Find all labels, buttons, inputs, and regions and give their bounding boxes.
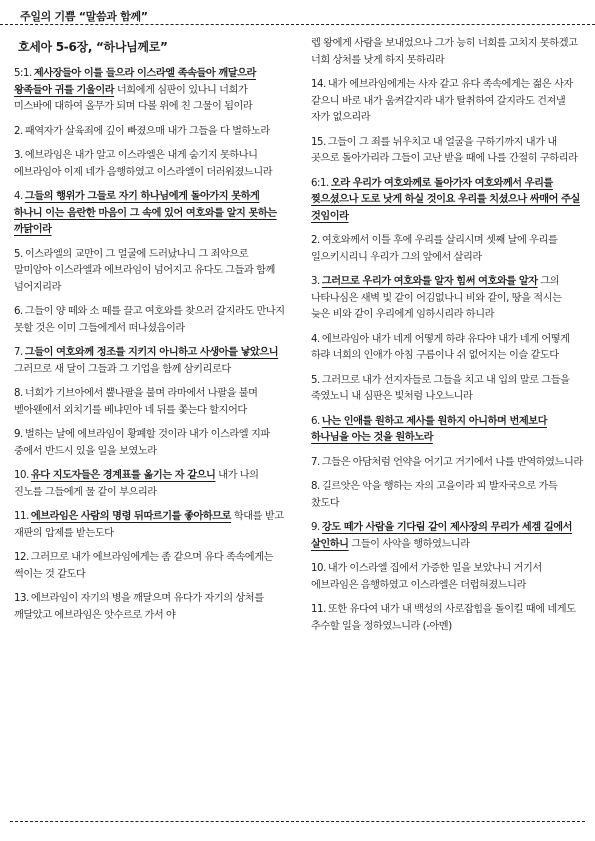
verse-item bbox=[311, 373, 583, 406]
verse-item bbox=[14, 509, 286, 542]
verse-number: 5:1. bbox=[14, 68, 32, 79]
verse-number: 12. bbox=[14, 552, 29, 563]
verse-number: 4. bbox=[14, 191, 23, 202]
verse-number: 15. bbox=[311, 136, 326, 148]
verse-number: 5. bbox=[14, 248, 23, 260]
verse-item bbox=[311, 414, 583, 447]
verse-emphasis-text: 유다 지도자들은 경계표를 옮기는 자 같으니 bbox=[30, 470, 216, 481]
verse-text: 렙 왕에게 사람을 보내었으나 그가 능히 너희를 고치지 못하겠고 너희 상처를 낫게 하지 못하리라 bbox=[311, 38, 578, 66]
verse-emphasis-text: 그들의 행위가 그들로 자기 하나님에게 돌아가지 못하게 하나니 이는 음란한 마음이 그 속에 있어 여호와를 알지 못하는 까닭이라 bbox=[14, 191, 277, 235]
verse-number: 7. bbox=[14, 347, 23, 358]
verse-number: 11. bbox=[14, 511, 29, 522]
verse-number: 2. bbox=[14, 125, 23, 137]
verse-number: 2. bbox=[311, 235, 320, 246]
verse-item bbox=[311, 561, 583, 594]
verse-item bbox=[14, 304, 286, 337]
verse-item bbox=[311, 36, 583, 69]
verse-emphasis-text: 제사장들아 이를 들으라 이스라엘 족속들아 깨달으라 왕족들아 귀를 기울이라 bbox=[14, 68, 256, 96]
verse-text: 그들이 양 떼와 소 떼를 끌고 여호와를 찾으러 갈지라도 만나지 못할 것은 이미 그들에게서 떠나셨음이라 bbox=[14, 306, 285, 334]
top-dashed-divider bbox=[0, 24, 595, 25]
verse-number: 8. bbox=[311, 481, 320, 492]
verse-number: 3. bbox=[311, 276, 320, 287]
verse-item bbox=[311, 176, 583, 226]
content-columns bbox=[14, 36, 581, 816]
verse-item bbox=[311, 233, 583, 266]
verse-number: 11. bbox=[311, 604, 326, 615]
verse-text: 이스라엘의 교만이 그 얼굴에 드러났나니 그 죄악으로 말미암아 이스라엘과 에브라임이 넘어지고 유다도 그들과 함께 넘어지리라 bbox=[14, 248, 275, 293]
verse-text: 에브라임은 내가 알고 이스라엘은 내게 숨기지 못하나니 에브라임아 이제 네가 음행하였고 이스라엘이 더러워졌느니라 bbox=[14, 150, 273, 178]
verse-number: 3. bbox=[14, 150, 23, 161]
verse-text: 그들은 아담처럼 언약을 어기고 거기에서 나를 반역하였느니라 bbox=[321, 456, 583, 468]
verse-number: 8. bbox=[14, 388, 23, 399]
verse-item bbox=[311, 479, 583, 512]
verse-item bbox=[14, 386, 286, 419]
verse-text: 내가 에브라임에게는 사자 같고 유다 족속에게는 젊은 사자 같으니 바로 내가 움켜갈지라 내가 탈취하여 갈지라도 건져낼 자가 없으리라 bbox=[311, 79, 573, 123]
verse-number: 9. bbox=[14, 429, 23, 440]
verse-emphasis-text: 나는 인애를 원하고 제사를 원하지 아니하며 번제보다 하나님을 아는 것을 원하노라 bbox=[311, 415, 548, 443]
verse-item bbox=[14, 427, 286, 460]
verse-item bbox=[14, 345, 286, 378]
verse-text: 너희가 기브아에서 뿔나팔을 불며 라마에서 나팔을 불며 벧아웬에서 외치기를 베냐민아 네 뒤를 쫓는다 할지어다 bbox=[14, 388, 258, 416]
bottom-dashed-divider bbox=[10, 821, 585, 822]
verse-emphasis-text: 오라 우리가 여호와께로 돌아가자 여호와께서 우리를 찢으셨으나 도로 낫게 하실 것이요 우리를 치셨으나 싸매어 주실 것임이라 bbox=[311, 177, 580, 222]
verse-emphasis-text: 에브라임은 사람의 명령 뒤따르기를 좋아하므로 bbox=[30, 511, 232, 522]
chapter-heading: 호세아 5-6장, “하나님께로” bbox=[18, 40, 168, 54]
verse-text: 패역자가 살육죄에 깊이 빠졌으매 내가 그들을 다 벌하노라 bbox=[24, 125, 270, 137]
left-column bbox=[14, 36, 286, 632]
verse-emphasis-text: 그들이 여호와께 정조를 지키지 아니하고 사생아를 낳았으니 bbox=[24, 347, 279, 358]
verse-text: 에브라임아 내가 네게 어떻게 하랴 유다야 내가 네게 어떻게 하랴 너희의 인애가 아침 구름이나 쉬 없어지는 이슬 같도다 bbox=[311, 333, 570, 361]
verse-number: 10. bbox=[14, 470, 29, 481]
verse-emphasis-text: 강도 떼가 사람을 기다림 같이 제사장의 무리가 세겜 길에서 살인하니 bbox=[311, 522, 572, 550]
verse-item bbox=[311, 332, 583, 365]
verse-text: 길르앗은 악을 행하는 자의 고을이라 피 발자국으로 가득 찼도다 bbox=[311, 481, 558, 509]
verse-number: 9. bbox=[311, 522, 320, 533]
verse-number: 5. bbox=[311, 374, 320, 386]
verse-text: 그들이 그 죄를 뉘우치고 내 얼굴을 구하기까지 내가 내 곳으로 돌아가리라 그들이 고난 받을 때에 나를 간절히 구하리라 bbox=[311, 136, 578, 164]
verse-text: 여호와께서 이틀 후에 우리를 살리시며 셋째 날에 우리를 일으키시리니 우리가 그의 앞에서 살리라 bbox=[311, 235, 558, 263]
verse-item bbox=[14, 189, 286, 239]
verse-item bbox=[14, 247, 286, 297]
verse-number: 10. bbox=[311, 563, 326, 574]
verse-item bbox=[311, 77, 583, 127]
page-title: 주일의 기쁨 “말씀과 함께” bbox=[20, 10, 148, 23]
verse-text: 그러므로 내가 선지자들로 그들을 치고 내 입의 말로 그들을 죽였노니 내 심판은 빛처럼 나오느니라 bbox=[311, 374, 570, 402]
verse-item bbox=[311, 520, 583, 553]
verse-item bbox=[14, 124, 286, 141]
verse-text: 너희에게 심판이 있나니 너희가 미스바에 대하여 올무가 되며 다볼 위에 친 그물이 됨이라 bbox=[14, 84, 253, 112]
verse-item bbox=[14, 468, 286, 501]
verse-number: 13. bbox=[14, 593, 29, 604]
verse-text: 그의 나타나심은 새벽 빛 같이 어김없나니 비와 같이, 땅을 적시는 늦은 비와 같이 우리에게 임하시리라 하니라 bbox=[311, 276, 562, 320]
verse-item bbox=[14, 66, 286, 116]
verse-item bbox=[311, 455, 583, 472]
left-verse-list bbox=[14, 66, 286, 624]
verse-text: 에브라임이 자기의 병을 깨달으며 유다가 자기의 상처를 깨달았고 에브라임은 앗수르로 가서 야 bbox=[14, 593, 264, 621]
verse-number: 6:1. bbox=[311, 177, 329, 189]
verse-item bbox=[14, 148, 286, 181]
right-column bbox=[311, 36, 583, 643]
verse-text: 그들이 사악을 행하였느니라 bbox=[348, 538, 470, 550]
verse-number: 14. bbox=[311, 79, 326, 90]
right-verse-list bbox=[311, 36, 583, 635]
verse-text: 내가 이스라엘 집에서 가증한 일을 보았나니 거기서 에브라임은 음행하였고 이스라엘은 더럽혀졌느니라 bbox=[311, 563, 542, 591]
verse-number: 6. bbox=[311, 415, 320, 427]
verse-number: 6. bbox=[14, 306, 23, 317]
verse-item bbox=[14, 550, 286, 583]
verse-number: 4. bbox=[311, 333, 320, 345]
verse-text: 그러므로 내가 에브라임에게는 좀 같으며 유다 족속에게는 썩이는 것 같도다 bbox=[14, 552, 273, 580]
verse-number: 7. bbox=[311, 456, 320, 468]
verse-text: 학대를 받고 재판의 압제를 받는도다 bbox=[14, 511, 284, 539]
verse-emphasis-text: 그러므로 우리가 여호와를 알자 힘써 여호와를 알자 bbox=[321, 276, 538, 287]
verse-item bbox=[311, 602, 583, 635]
verse-text: 내가 나의 진노를 그들에게 물 같이 부으리라 bbox=[14, 470, 259, 498]
verse-item bbox=[311, 274, 583, 324]
verse-text: 또한 유다여 내가 내 백성의 사로잡힘을 돌이킬 때에 네게도 추수할 일을 정하였느니라 (-아멘) bbox=[311, 604, 576, 632]
verse-item bbox=[311, 135, 583, 168]
verse-item bbox=[14, 591, 286, 624]
verse-text: 벌하는 날에 에브라임이 황폐할 것이라 내가 이스라엘 지파 중에서 반드시 있을 일을 보였노라 bbox=[14, 429, 270, 457]
verse-text: 그러므로 새 달이 그들과 그 기업을 함께 삼키리로다 bbox=[14, 363, 231, 375]
